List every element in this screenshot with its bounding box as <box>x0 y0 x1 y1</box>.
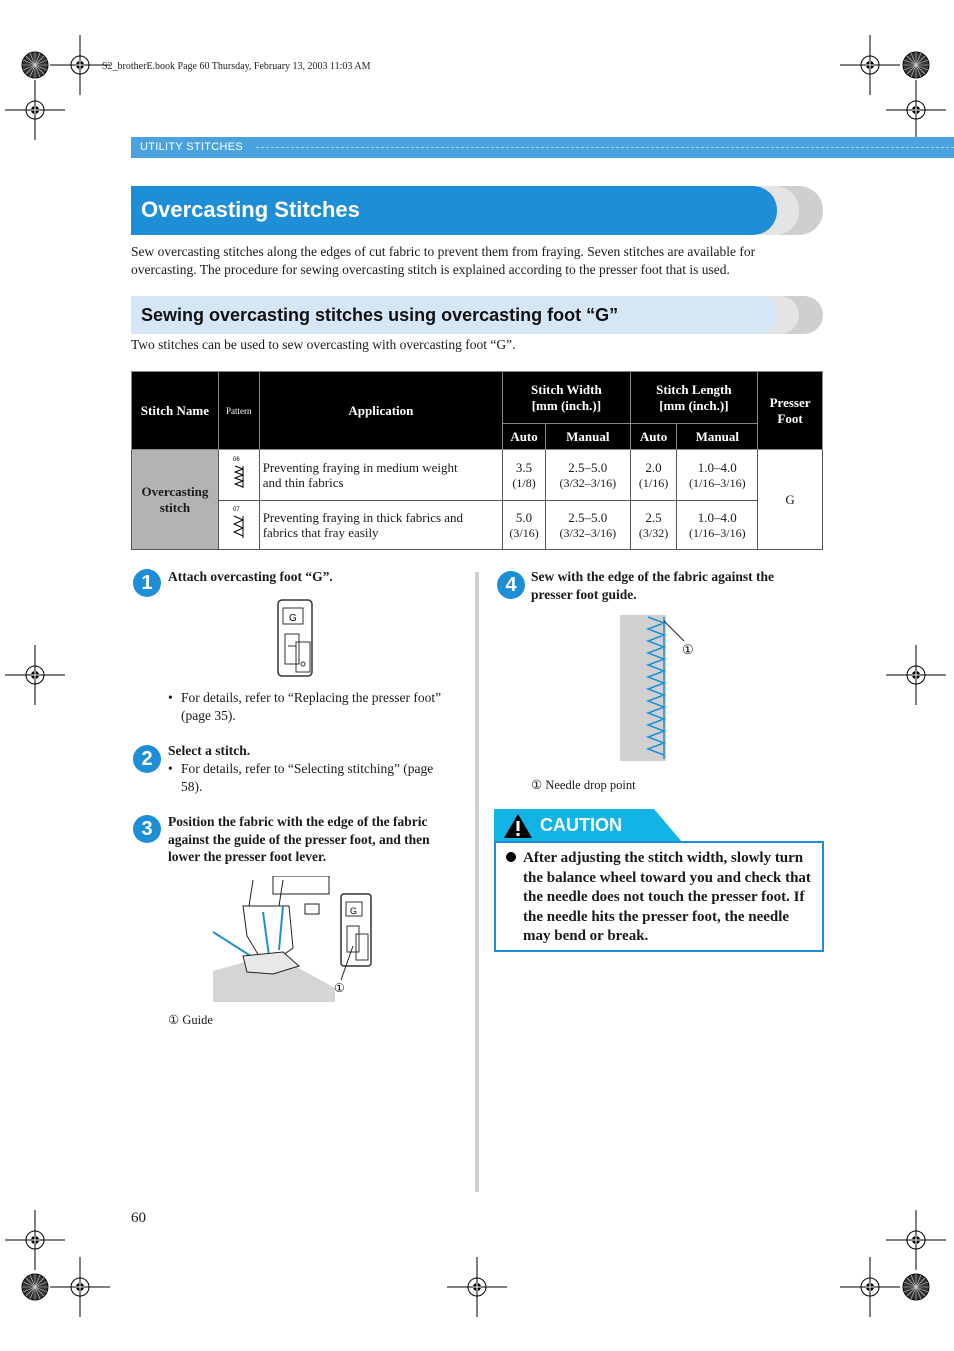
application-line2: and thin fabrics <box>262 475 344 490</box>
header-presser-label: Presser <box>769 394 811 410</box>
step-2-bullet <box>168 760 458 796</box>
step-number-4: 4 <box>497 571 525 599</box>
width-manual-cell <box>545 450 630 501</box>
length-auto-inch: (3/32) <box>638 525 669 540</box>
header-stitch-width-unit: [mm (inch.)] <box>531 397 602 413</box>
pattern-number: 06 <box>232 457 240 463</box>
width-auto-cell <box>503 450 546 501</box>
callout-marker: ① <box>682 642 694 657</box>
header-pattern: Pattern <box>218 372 259 450</box>
width-manual-inch: (3/32–3/16) <box>559 525 617 540</box>
section-label: UTILITY STITCHES <box>140 141 243 153</box>
bullet-symbol: • <box>168 690 173 705</box>
length-auto-inch: (1/16) <box>638 475 669 490</box>
step-1-text: Attach overcasting foot “G”. <box>168 569 333 584</box>
application-cell <box>259 450 502 501</box>
guide-caption: ① Guide <box>168 1013 213 1027</box>
header-stitch-length <box>630 372 758 424</box>
caution-box <box>494 841 824 952</box>
overcast-pattern-icon <box>231 504 247 542</box>
needle-drop-illustration <box>618 613 704 763</box>
application-line1: Preventing fraying in thick fabrics and <box>262 510 464 525</box>
width-auto-inch: (1/8) <box>512 475 536 490</box>
header-stitch-length-label: Stitch Length <box>656 381 732 397</box>
page-title-bar <box>131 186 777 235</box>
header-width-auto: Auto <box>503 424 546 450</box>
width-auto-mm: 3.5 <box>515 459 533 475</box>
intro-paragraph: Sew overcasting stitches along the edges of cut fabric to prevent them from fraying. Seven stitches are available for overcasting. The procedure for sewing overcasting stitch is explained according to the presser foot that is used. <box>131 244 756 277</box>
stitch-name-line2: stitch <box>159 499 191 515</box>
section-header-bar <box>131 137 954 158</box>
step-1-bullet-text: For details, refer to “Replacing the presser foot” (page 35). <box>181 690 442 723</box>
width-auto-mm: 5.0 <box>515 509 533 525</box>
subtitle-bar <box>131 296 777 334</box>
step-2-text: Select a stitch. <box>168 743 251 758</box>
page-number: 60 <box>131 1210 146 1226</box>
application-cell <box>259 501 502 550</box>
pattern-cell <box>218 501 259 550</box>
stitch-name-cell <box>132 450 219 550</box>
width-manual-cell <box>545 501 630 550</box>
caution-bullet <box>506 852 516 862</box>
step-number-2: 2 <box>133 745 161 773</box>
stitch-table <box>131 371 823 550</box>
presser-foot-cell: G <box>758 450 823 550</box>
step-number-3: 3 <box>133 815 161 843</box>
bullet-symbol: • <box>168 761 173 776</box>
length-manual-mm: 1.0–4.0 <box>697 509 737 525</box>
header-presser-foot <box>758 372 823 450</box>
header-length-auto: Auto <box>630 424 677 450</box>
length-manual-cell <box>677 501 758 550</box>
header-application: Application <box>259 372 502 450</box>
overcast-pattern-icon <box>231 454 247 492</box>
length-manual-mm: 1.0–4.0 <box>697 459 737 475</box>
step-3-text: Position the fabric with the edge of the fabric against the guide of the presser foot, and then lower the presser foot lever. <box>168 814 430 864</box>
length-auto-cell <box>630 450 677 501</box>
length-auto-mm: 2.5 <box>645 509 662 525</box>
length-manual-inch: (1/16–3/16) <box>688 525 746 540</box>
caution-text: After adjusting the stitch width, slowly turn the balance wheel toward you and check that the needle does not touch the presser foot. If the needle hits the presser foot, the needle may bend or break. <box>523 850 811 944</box>
header-length-manual: Manual <box>677 424 758 450</box>
length-manual-inch: (1/16–3/16) <box>688 475 746 490</box>
needle-caption: ① Needle drop point <box>531 778 636 792</box>
presser-foot-g-illustration <box>276 598 316 680</box>
callout-marker: ① <box>334 981 345 995</box>
header-stitch-length-unit: [mm (inch.)] <box>659 397 729 413</box>
header-stitch-width <box>503 372 631 424</box>
step-1-bullet <box>168 689 458 725</box>
caution-label: CAUTION <box>540 815 622 835</box>
header-stitch-name: Stitch Name <box>132 372 219 450</box>
header-foot-label: Foot <box>777 410 803 426</box>
foot-letter: G <box>350 906 358 916</box>
subtitle-intro: Two stitches can be used to sew overcasting with overcasting foot “G”. <box>131 337 516 352</box>
application-line1: Preventing fraying in medium weight <box>262 460 458 475</box>
column-divider <box>475 572 479 1192</box>
table-row <box>132 501 823 550</box>
foot-letter: G <box>289 613 297 624</box>
fabric-guide-illustration <box>213 876 383 1004</box>
page-title: Overcasting Stitches <box>141 197 360 222</box>
header-width-manual: Manual <box>545 424 630 450</box>
table-row <box>132 450 823 501</box>
application-line2: fabrics that fray easily <box>262 525 379 540</box>
pattern-number: 07 <box>232 507 240 513</box>
width-manual-inch: (3/32–3/16) <box>559 475 617 490</box>
width-auto-inch: (3/16) <box>509 525 539 540</box>
pattern-cell <box>218 450 259 501</box>
step-number-1: 1 <box>133 569 161 597</box>
section-divider-line <box>256 147 954 148</box>
header-stitch-width-label: Stitch Width <box>531 381 602 397</box>
subtitle: Sewing overcasting stitches using overcasting foot “G” <box>141 305 619 325</box>
stitch-name-line1: Overcasting <box>141 483 209 499</box>
width-manual-mm: 2.5–5.0 <box>568 509 608 525</box>
length-manual-cell <box>677 450 758 501</box>
length-auto-mm: 2.0 <box>645 459 662 475</box>
width-auto-cell <box>503 501 546 550</box>
width-manual-mm: 2.5–5.0 <box>568 459 608 475</box>
file-info: S2_brotherE.book Page 60 Thursday, February 13, 2003 11:03 AM <box>102 61 371 72</box>
step-4-text: Sew with the edge of the fabric against the presser foot guide. <box>531 569 774 602</box>
step-2-bullet-text: For details, refer to “Selecting stitching” (page 58). <box>181 761 434 794</box>
length-auto-cell <box>630 501 677 550</box>
